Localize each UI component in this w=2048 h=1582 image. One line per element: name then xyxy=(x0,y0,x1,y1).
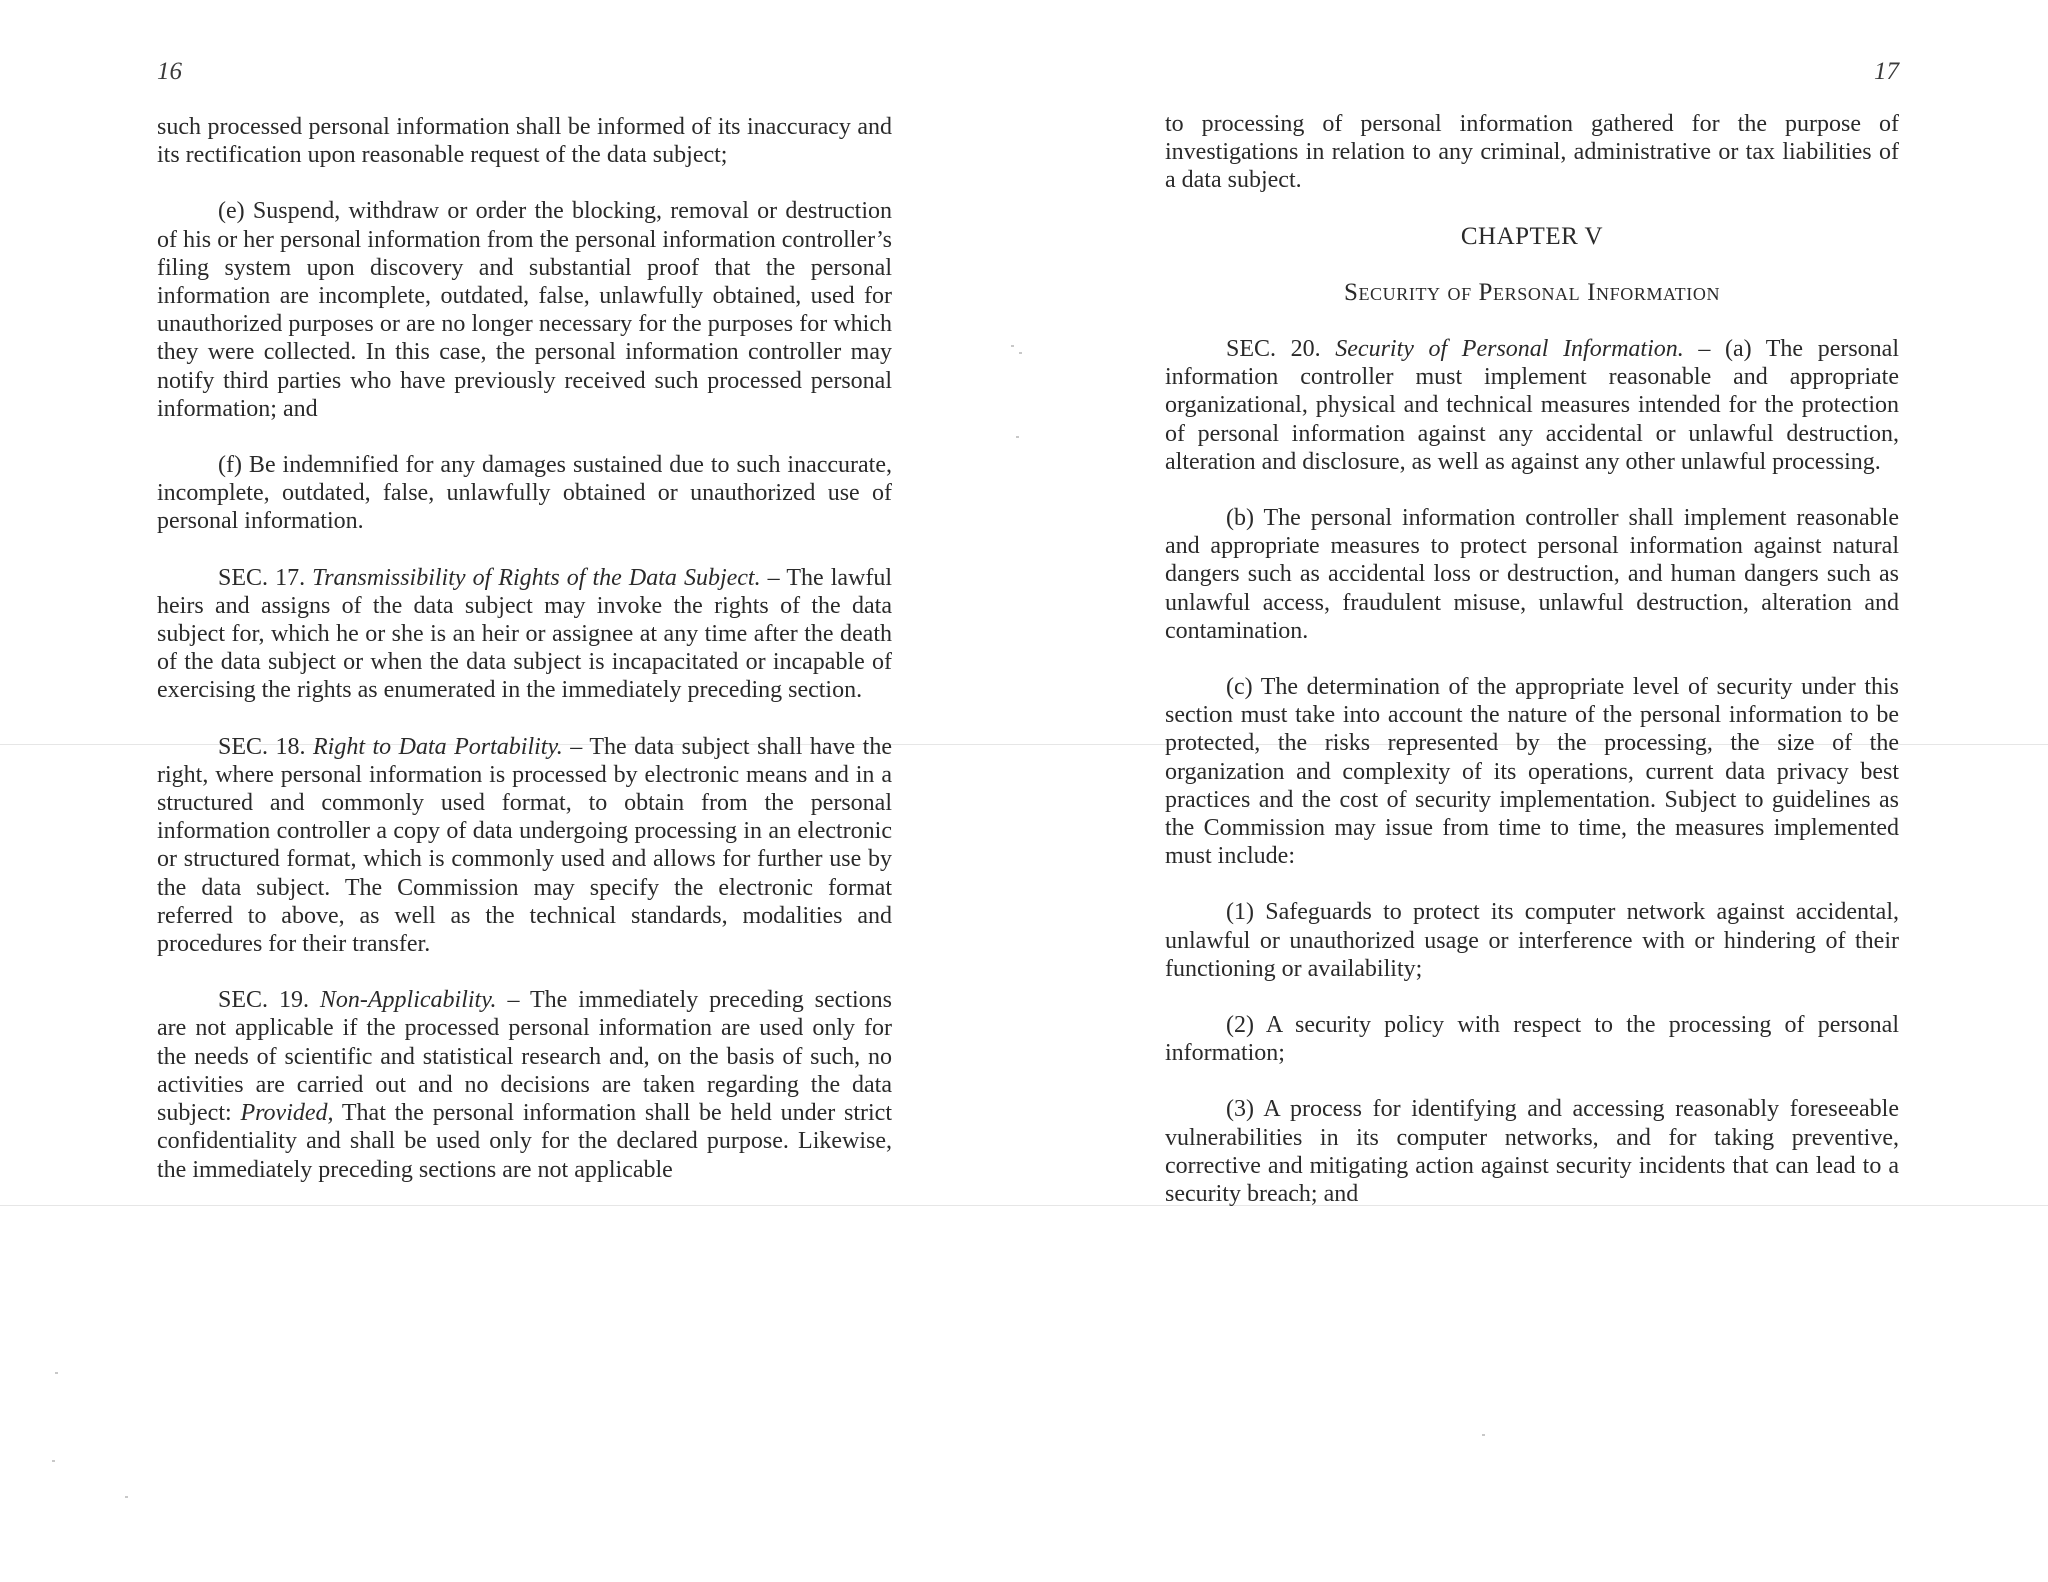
left-page-column xyxy=(157,113,892,1212)
section-19-label: SEC. 19. xyxy=(218,987,309,1014)
chapter-heading: CHAPTER V xyxy=(1460,222,1604,250)
section-19-body-b: That the personal information shall be held under strict confidentiality and shall be used only for the declared purpose. Likewise, the immediately preceding sections are not applicable xyxy=(157,1100,892,1183)
section-20-title: Security of Personal Information. xyxy=(1335,336,1684,363)
right-page-number: 17 xyxy=(1874,58,1899,85)
scan-speck xyxy=(1482,1434,1485,1436)
section-18-body: – The data subject shall have the right, where personal information is processed by electronic means and in a structured and commonly used format, to obtain from the personal information controller a copy of data undergoing processing in an electronic or structured format, which is commonly used and allows for further use by the data subject. The Commission may specify the electronic format referred to above, as well as the technical standards, modalities and procedures for their transfer. xyxy=(157,733,893,958)
item-b: (b) The personal information controller shall implement reasonable and appropriate measures to protect personal information against natural dangers such as accidental loss or destruction, and human dangers such as unlawful access, fraudulent misuse, unlawful destruction, alteration and contamination. xyxy=(1165,505,1899,644)
item-1: (1) Safeguards to protect its computer network against accidental, unlawful or unauthorized usage or interference with or hindering of their functioning or availability; xyxy=(1165,899,1899,982)
section-20-body: – (a) The personal information controller must implement reasonable and appropriate organizational, physical and technical measures intended for the protection of personal information against any accidental or unlawful destruction, alteration and disclosure, as well as against any other unlawful processing. xyxy=(1165,336,1900,475)
section-18-title: Right to Data Portability. xyxy=(313,733,563,760)
section-17-title: Transmissibility of Rights of the Data Subject. xyxy=(312,564,761,591)
section-18-label: SEC. 18. xyxy=(218,733,306,760)
paragraph-continuation: such processed personal information shall be informed of its inaccuracy and its rectification upon reasonable request of the data subject; xyxy=(157,114,892,169)
section-20-label: SEC. 20. xyxy=(1226,336,1321,363)
section-19-title: Non-Applicability. xyxy=(319,987,497,1014)
section-17-label: SEC. 17. xyxy=(218,564,306,591)
chapter-title: Security of Personal Information xyxy=(1343,278,1721,306)
scan-speck xyxy=(52,1460,55,1462)
section-18 xyxy=(157,733,892,959)
item-3: (3) A process for identifying and accessing reasonably foreseeable vulnerabilities in its computer networks, and for taking preventive, corrective and mitigating action against security incidents that can lead to a security breach; and xyxy=(1165,1096,1899,1208)
left-page-number: 16 xyxy=(157,58,182,85)
section-19-proviso: Provided, xyxy=(240,1100,334,1127)
section-20 xyxy=(1165,335,1899,476)
item-f: (f) Be indemnified for any damages sustained due to such inaccurate, incomplete, outdated, false, unlawfully obtained or unauthorized use of personal information. xyxy=(157,452,892,535)
section-17-body: – The lawful heirs and assigns of the data subject may invoke the rights of the data subject for, which he or she is an heir or assignee at any time after the death of the data subject or when the data subject is incapacitated or incapable of exercising the rights as enumerated in the immediately preceding section. xyxy=(157,564,893,704)
scan-speck xyxy=(125,1496,128,1498)
section-19-body-a: – The immediately preceding sections are not applicable if the processed personal information are used only for the needs of scientific and statistical research and, on the basis of such, no activities are carried out and no decisions are taken regarding the data subject: xyxy=(157,987,893,1127)
scan-speck xyxy=(1011,345,1014,347)
scan-speck xyxy=(1016,436,1019,438)
right-page-column xyxy=(1165,110,1899,1236)
item-2: (2) A security policy with respect to the processing of personal information; xyxy=(1165,1012,1899,1067)
section-17 xyxy=(157,564,892,705)
scan-speck xyxy=(1019,352,1022,354)
paragraph-continuation: to processing of personal information gathered for the purpose of investigations in relation to any criminal, administrative or tax liabilities of a data subject. xyxy=(1165,111,1899,194)
item-c: (c) The determination of the appropriate level of security under this section must take into account the nature of the personal information to be protected, the risks represented by the processing, the size of the organization and complexity of its operations, current data privacy best practices and the cost of security implementation. Subject to guidelines as the Commission may issue from time to time, the measures implemented must include: xyxy=(1165,674,1899,870)
section-19 xyxy=(157,986,892,1183)
item-e: (e) Suspend, withdraw or order the blocking, removal or destruction of his or her personal information from the personal information controller’s filing system upon discovery and substantial proof that the personal information are incomplete, outdated, false, unlawfully obtained, used for unauthorized purposes or are no longer necessary for the purposes for which they were collected. In this case, the personal information controller may notify third parties who have previously received such processed personal information; and xyxy=(157,198,892,422)
scan-speck xyxy=(55,1372,58,1374)
